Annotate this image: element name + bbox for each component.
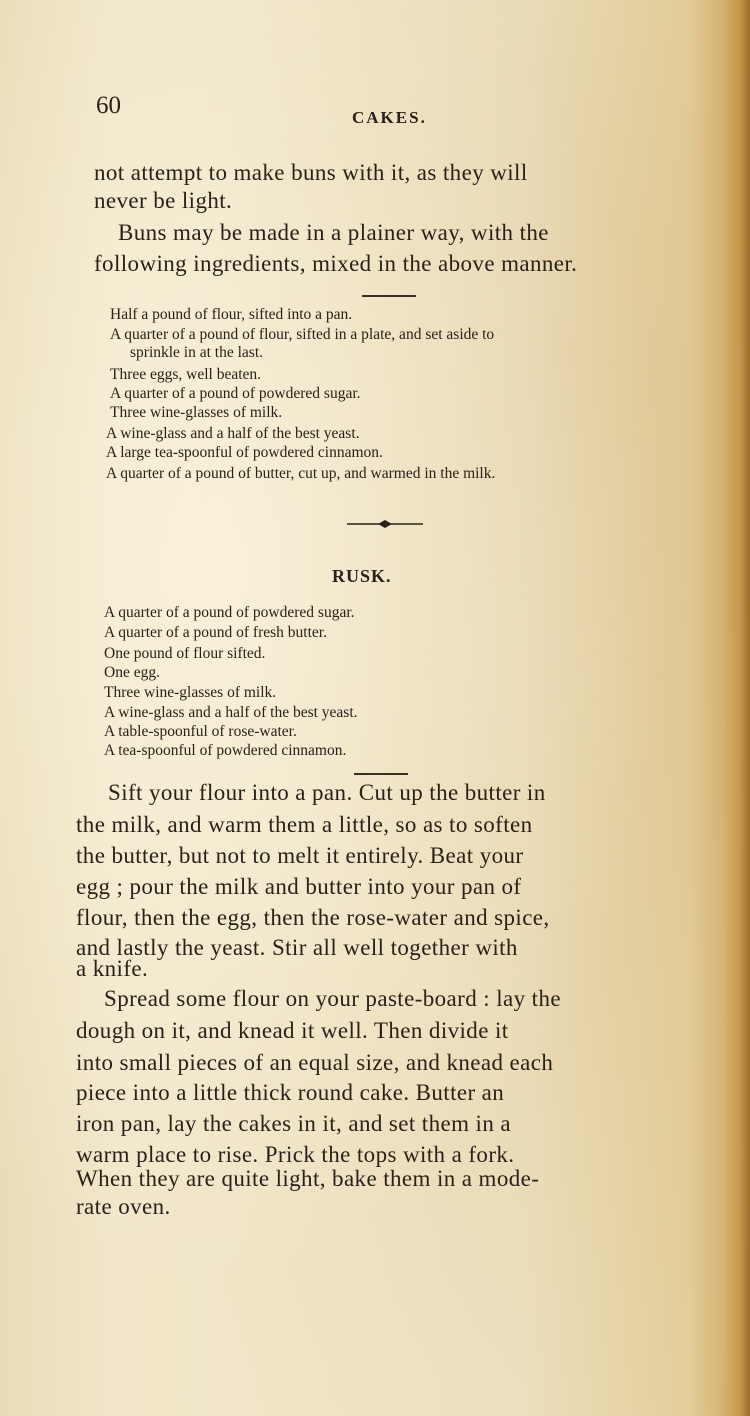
text-line: dough on it, and knead it well. Then divide it	[76, 1018, 509, 1043]
short-rule	[354, 773, 408, 775]
ingredient-line: A quarter of a pound of powdered sugar.	[110, 385, 361, 402]
text-line: Spread some flour on your paste-board : lay the	[104, 986, 561, 1011]
text-line: never be light.	[94, 188, 233, 213]
text-line: Sift your flour into a pan. Cut up the butter in	[108, 780, 546, 805]
text-line: egg ; pour the milk and butter into your pan of	[76, 874, 522, 899]
section-title: RUSK.	[332, 566, 392, 586]
ingredient-line: One pound of flour sifted.	[104, 645, 266, 662]
text-line: When they are quite light, bake them in a mode-	[76, 1166, 540, 1191]
text-line: flour, then the egg, then the rose-water and spice,	[76, 905, 550, 930]
ingredient-line: A table-spoonful of rose-water.	[104, 723, 297, 740]
text-line: into small pieces of an equal size, and knead each	[76, 1050, 554, 1075]
text-line: Buns may be made in a plainer way, with the	[118, 220, 549, 245]
page-edge	[724, 0, 750, 1416]
ingredient-line: sprinkle in at the last.	[130, 344, 264, 361]
short-rule	[362, 295, 416, 297]
text-line: a knife.	[76, 956, 149, 981]
ingredient-line: A quarter of a pound of fresh butter.	[104, 624, 327, 641]
text-line: and lastly the yeast. Stir all well together with	[76, 935, 518, 960]
text-line: the butter, but not to melt it entirely. Beat your	[76, 843, 524, 868]
text-line: not attempt to make buns with it, as they will	[94, 160, 528, 185]
text-line: the milk, and warm them a little, so as to soften	[76, 812, 533, 837]
text-line: iron pan, lay the cakes in it, and set them in a	[76, 1111, 511, 1136]
running-head: CAKES.	[352, 108, 427, 127]
ingredient-line: A wine-glass and a half of the best yeast.	[106, 425, 360, 442]
ingredient-line: Three wine-glasses of milk.	[110, 404, 283, 421]
ingredient-line: Half a pound of flour, sifted into a pan.	[110, 306, 353, 323]
page-number: 60	[96, 92, 121, 119]
text-line: warm place to rise. Prick the tops with a fork.	[76, 1142, 515, 1167]
text-line: piece into a little thick round cake. Butter an	[76, 1080, 505, 1105]
ingredient-line: Three eggs, well beaten.	[110, 366, 262, 383]
ingredient-line: A quarter of a pound of flour, sifted in a plate, and set aside to	[110, 326, 495, 343]
ingredient-line: Three wine-glasses of milk.	[104, 684, 277, 701]
ingredient-line: One egg.	[104, 664, 160, 681]
text-line: rate oven.	[76, 1194, 171, 1219]
text-line: following ingredients, mixed in the above manner.	[94, 251, 578, 276]
ingredient-line: A wine-glass and a half of the best yeast.	[104, 704, 358, 721]
ingredient-line: A tea-spoonful of powdered cinnamon.	[104, 742, 347, 759]
ingredient-line: A large tea-spoonful of powdered cinnamon.	[106, 444, 383, 461]
ingredient-line: A quarter of a pound of butter, cut up, and warmed in the milk.	[106, 465, 496, 482]
ingredient-line: A quarter of a pound of powdered sugar.	[104, 604, 355, 621]
ornamental-divider	[345, 518, 425, 530]
